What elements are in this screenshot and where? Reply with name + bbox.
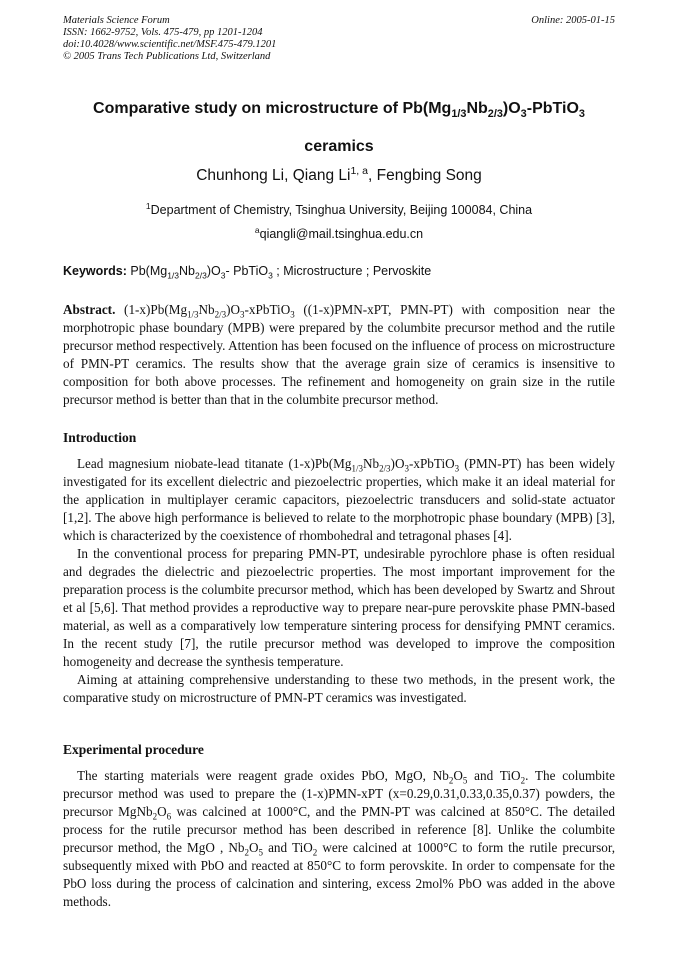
paper-title [40, 90, 638, 166]
title-text: Nb [466, 100, 488, 117]
title-sub: 2/3 [487, 108, 503, 121]
keyword-sub: 2/3 [195, 270, 207, 281]
affiliation [40, 200, 638, 217]
intro-text: Lead magnesium niobate-lead titanate (1-x)Pb(Mg [77, 456, 352, 471]
keyword-text: Pb(Mg [126, 264, 168, 278]
keyword-sub: 1/3 [167, 270, 180, 281]
abstract-sub: 3 [290, 309, 295, 320]
exp-text: . The columbite precursor method was used to prepare the (1-x)PMN-xPT (x=0.29,0.31,0.33,0.35,0.37) powders, the precursor MgNb [63, 768, 615, 819]
title-sub: 1/3 [451, 108, 467, 121]
exp-text: and TiO [467, 768, 521, 783]
exp-sub: 2 [312, 847, 318, 858]
author-names: Chunhong Li, Qiang Li [196, 167, 351, 184]
intro-paragraph-1 [63, 455, 615, 545]
author-email [40, 224, 638, 241]
section-heading-experimental: Experimental procedure [63, 742, 204, 757]
experimental-paragraph [63, 767, 615, 911]
abstract-sub: 3 [240, 309, 245, 320]
title-text: -PbTiO [526, 100, 579, 117]
exp-text: O [453, 768, 463, 783]
email-mark: a [254, 224, 260, 235]
author-names: , Fengbing Song [368, 167, 482, 184]
abstract-text: -xPbTiO [244, 302, 291, 317]
copyright-line: © 2005 Trans Tech Publications Ltd, Switzerland [63, 51, 271, 62]
exp-text: was calcined at 1000°C, and the PMN-PT was calcined at 850°C. The detailed process for the rutile precursor method has been described in reference [8]. Unlike the columbite precursor method, the MgO , Nb [63, 804, 615, 855]
keyword-text: )O [206, 264, 221, 278]
title-text: )O [502, 100, 521, 117]
abstract [63, 301, 615, 409]
abstract-text: ((1-x)PMN-xPT, PMN-PT) with composition near the morphotropic phase boundary (MPB) were prepared by the columbite precursor method and the rutile precursor method respectively. Attention has been focused on the influence of process on microstructure of PMN-PT ceramics. The results show that the average grain size of ceramics is insensitive to composition for both above processes. The refinement and homogeneity on grain size in the rutile precursor method is better than that in the columbite precursor method. [63, 302, 615, 407]
intro-sub: 1/3 [351, 463, 363, 474]
keyword-text: ; Microstructure ; Pervoskite [272, 264, 432, 278]
abstract-text: (1-x)Pb(Mg [115, 302, 188, 317]
intro-paragraph-3: Aiming at attaining comprehensive understanding to these two methods, in the present work, the comparative study on microstructure of PMN-PT ceramics was investigated. [63, 672, 615, 705]
exp-text: and TiO [262, 840, 313, 855]
intro-sub: 3 [404, 463, 409, 474]
exp-sub: 2 [152, 811, 158, 822]
exp-sub: 6 [166, 811, 172, 822]
intro-sub: 2/3 [379, 463, 391, 474]
exp-sub: 2 [448, 775, 454, 786]
abstract-paragraph [63, 301, 615, 409]
doi-line[interactable]: doi:10.4028/www.scientific.net/MSF.475-479.1201 [63, 39, 277, 50]
intro-paragraph-2: In the conventional process for preparing PMN-PT, undesirable pyrochlore phase is often residual and degrades the dielectric and piezoelectric properties. The most important improvement for the preparation process is the columbite precursor method, which has been developed by Swartz and Shrout et al [5,6]. That method provides a reproductive way to prepare near-pure perovskite phase PMN-based material, as well as a comparatively low temperature sintering process for densifying PMNT ceramics. In the recent study [7], the rutile precursor method was developed to improve the composition homogeneity and decrease the synthesis temperature. [63, 546, 615, 669]
intro-text: -xPbTiO [408, 456, 455, 471]
exp-sub: 2 [520, 775, 526, 786]
journal-name: Materials Science Forum [63, 15, 170, 26]
intro-text: Nb [362, 456, 380, 471]
experimental-body [63, 767, 615, 911]
exp-text: were calcined at 1000°C to form the rutile precursor, subsequently mixed with PbO and reacted at 850°C to form perovskite. In order to compensate for the PbO loss during the process of calcination and sintering, excess 2mol% PbO was added in the above methods. [63, 840, 615, 909]
abstract-sub: 1/3 [187, 309, 199, 320]
keyword-text: - PbTiO [225, 264, 269, 278]
abstract-sub: 2/3 [214, 309, 227, 320]
keyword-sub: 3 [268, 270, 273, 281]
keywords-label: Keywords: [63, 264, 127, 278]
exp-text: The starting materials were reagent grade oxides PbO, MgO, Nb [77, 768, 449, 783]
section-heading-introduction: Introduction [63, 430, 137, 445]
keyword-text: Nb [179, 264, 196, 278]
title-text: Comparative study on microstructure of Pb(Mg [93, 100, 452, 117]
exp-sub: 2 [244, 847, 249, 858]
intro-text: (PMN-PT) has been widely investigated for its excellent dielectric and piezoelectric properties, which make it an ideal material for the application in multiplayer ceramic capacitors, piezoelectric transducers and solid-state actuator [1,2]. The above high performance is believed to relate to the morphotropic phase boundary (MPB) [3], which is characterized by the coexistence of rhombohedral and tetragonal phases [4]. [63, 456, 615, 543]
keywords [63, 264, 615, 281]
abstract-text: Nb [198, 302, 215, 317]
author-affil-mark: 1, a [350, 164, 369, 177]
abstract-label: Abstract. [63, 302, 116, 317]
online-date: Online: 2005-01-15 [531, 15, 615, 26]
exp-sub: 5 [462, 775, 468, 786]
abstract-text: )O [226, 302, 241, 317]
intro-text: )O [390, 456, 405, 471]
issn-line: ISSN: 1662-9752, Vols. 475-479, pp 1201-1204 [63, 27, 263, 38]
title-sub: 3 [520, 108, 527, 121]
title-sub: 3 [578, 108, 585, 121]
introduction-body [63, 455, 615, 707]
exp-text: O [248, 840, 259, 855]
exp-text: O [157, 804, 167, 819]
keyword-sub: 3 [220, 270, 226, 281]
exp-sub: 5 [258, 847, 263, 858]
author-list [40, 164, 638, 185]
affil-text: Department of Chemistry, Tsinghua University, Beijing 100084, China [150, 203, 533, 217]
journal-header [63, 15, 615, 63]
intro-sub: 3 [454, 463, 460, 474]
email-address[interactable]: qiangli@mail.tsinghua.edu.cn [259, 227, 424, 241]
affil-mark: 1 [145, 200, 151, 211]
title-text: ceramics [304, 138, 374, 155]
